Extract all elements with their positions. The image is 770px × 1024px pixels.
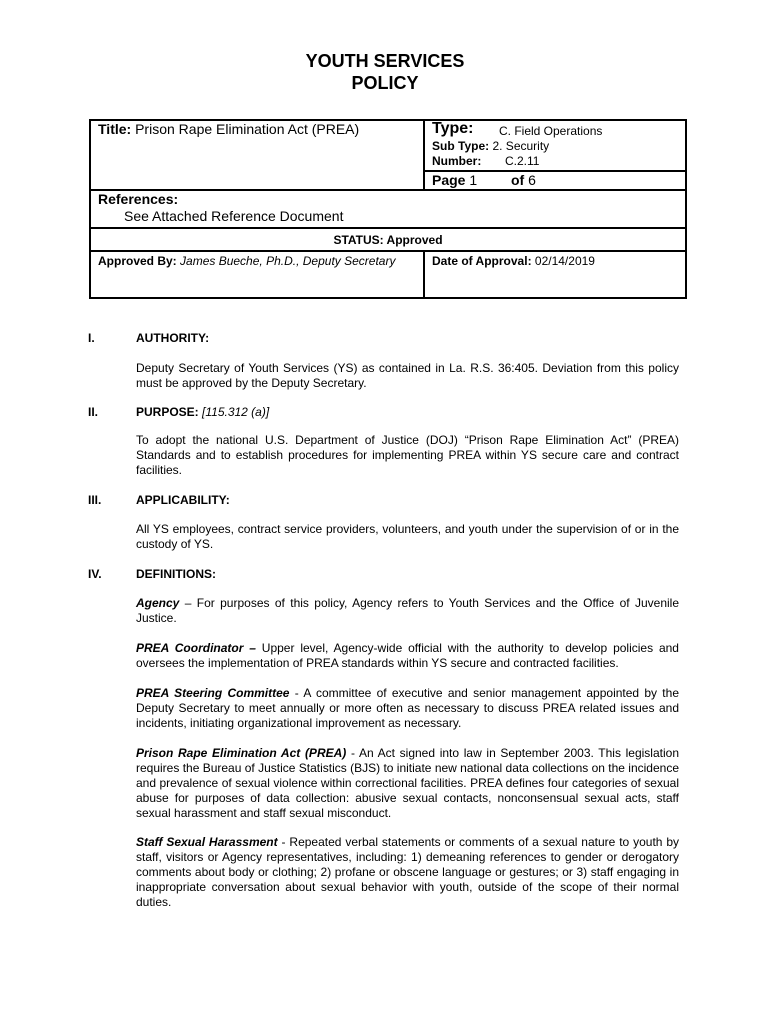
purpose-paragraph: To adopt the national U.S. Department of Justice (DOJ) “Prison Rape Elimination Act” (PREA) Standards and to establish procedures for implementing PREA within YS secure care and contract facilities.: [136, 433, 679, 477]
of-field: [511, 172, 536, 188]
definition-term: Staff Sexual Harassment: [136, 835, 278, 849]
definition-separator: –: [179, 596, 197, 610]
definition-term: PREA Steering Committee: [136, 686, 290, 700]
page-value: 1: [469, 172, 478, 188]
definition-term: PREA Coordinator –: [136, 641, 256, 655]
header-line-2: POLICY: [351, 73, 419, 93]
definition-text: For purposes of this policy, Agency refers to Youth Services and the Office of Juvenile Justice.: [136, 596, 679, 625]
definition-text: Repeated verbal statements or comments of a sexual nature to youth by staff, visitors or Agency representatives, including: 1) demeaning references to gender or derogatory comments about body or clothing; 2) profane or obscene language or gestures; or 3) staff engaging in inappropriate conversation about sexual behavior with youth, outside of the scope of their normal duties.: [136, 835, 680, 909]
definition-separator: -: [346, 746, 359, 760]
section-heading-applicability: APPLICABILITY:: [136, 493, 230, 507]
definition-item: [136, 596, 679, 626]
status-text: STATUS: Approved: [333, 233, 443, 247]
section-number: IV.: [88, 567, 102, 581]
approval-divider: [423, 250, 425, 299]
definition-item: [136, 835, 679, 910]
approved-by-label: Approved By:: [98, 254, 177, 268]
title-type-divider: [423, 119, 425, 191]
page-label: Page: [432, 172, 466, 188]
page-field: [432, 172, 477, 188]
definition-item: [136, 686, 679, 731]
references-label: References:: [98, 191, 179, 207]
section-heading-authority: AUTHORITY:: [136, 331, 210, 345]
references-value: See Attached Reference Document: [124, 208, 344, 224]
title-value: Prison Rape Elimination Act (PREA): [135, 121, 360, 137]
definition-term: Agency: [136, 596, 180, 610]
authority-paragraph: Deputy Secretary of Youth Services (YS) as contained in La. R.S. 36:405. Deviation from this policy must be approved by the Deputy Secretary.: [136, 361, 679, 390]
section-heading-definitions: DEFINITIONS:: [136, 567, 216, 581]
definition-text: Upper level, Agency-wide official with the authority to develop policies and oversees the implementation of PREA standards within YS secure and contracted facilities.: [136, 641, 679, 670]
purpose-reference: [115.312 (a)]: [202, 405, 270, 419]
definition-term: Prison Rape Elimination Act (PREA): [136, 746, 347, 760]
definition-text: A committee of executive and senior management appointed by the Deputy Secretary to meet annually or more often as necessary to discuss PREA related issues and incidents, initiating organizational improvement as necessary.: [136, 686, 679, 730]
definition-separator: -: [277, 835, 290, 849]
title-label: Title:: [98, 121, 132, 137]
date-value: 02/14/2019: [534, 254, 595, 268]
section-heading-purpose: [136, 405, 269, 419]
of-label: of: [511, 172, 525, 188]
definition-text: An Act signed into law in September 2003. This legislation requires the Bureau of Justice Statistics (BJS) to initiate new national data collections on the incidence and prevalence of sexual violence within correctional facilities. PREA defines four categories of sexual abuse for purposes of data collection: abusive sexual contacts, nonconsensual sexual acts, staff sexual harassment and staff sexual misconduct.: [136, 746, 679, 820]
subtype-value: 2. Security: [492, 139, 550, 153]
title-field: [98, 121, 359, 137]
type-value: C. Field Operations: [499, 124, 603, 138]
of-value: 6: [528, 172, 536, 188]
header-line-1: YOUTH SERVICES: [305, 51, 465, 71]
subtype-label: Sub Type:: [432, 139, 490, 153]
number-label: Number:: [432, 154, 482, 168]
subtype-field: [432, 139, 549, 153]
approved-by-value: James Bueche, Ph.D., Deputy Secretary: [180, 254, 396, 268]
number-value: C.2.11: [505, 154, 540, 168]
type-label: Type:: [432, 120, 474, 137]
definition-item: [136, 746, 679, 821]
section-number: II.: [88, 405, 99, 419]
date-field: [432, 254, 595, 268]
section-number: III.: [88, 493, 102, 507]
definition-separator: -: [289, 686, 304, 700]
purpose-label: PURPOSE:: [136, 405, 199, 419]
date-label: Date of Approval:: [432, 254, 532, 268]
section-number: I.: [88, 331, 95, 345]
approved-by-field: [98, 254, 395, 268]
document-header: [0, 50, 770, 94]
applicability-paragraph: All YS employees, contract service providers, volunteers, and youth under the supervision of or in the custody of YS.: [136, 522, 679, 551]
definition-item: [136, 641, 679, 671]
